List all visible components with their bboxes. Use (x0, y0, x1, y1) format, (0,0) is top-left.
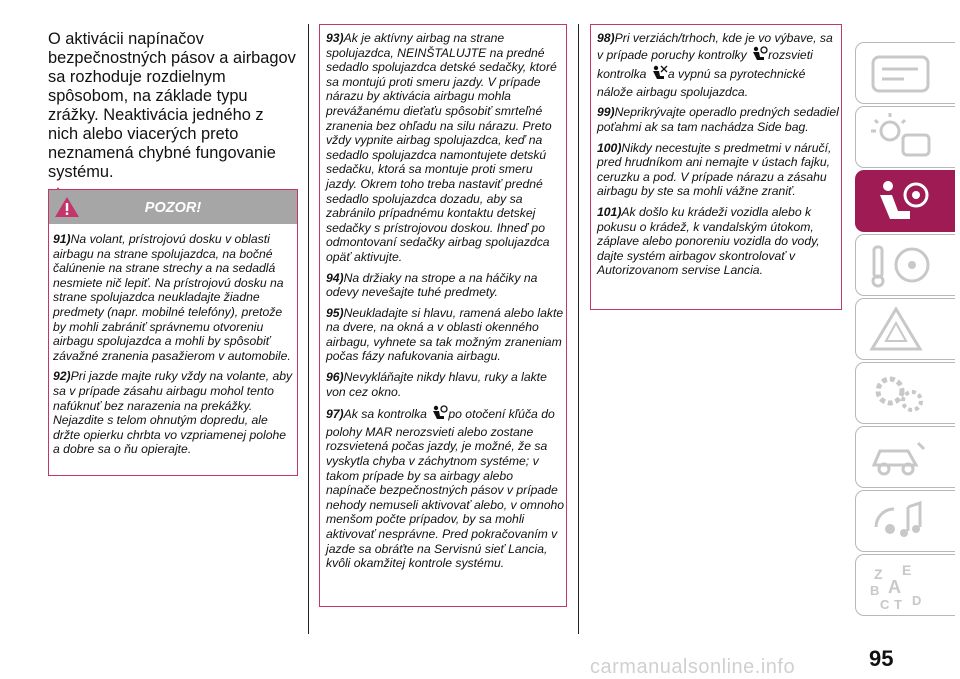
item-number: 97) (326, 407, 344, 422)
tab-multimedia[interactable] (855, 490, 955, 552)
item-text: Na volant, prístrojovú dosku v oblasti airbagu na strane spolujazdca, na bočné čalúnenie na strane strechy a na sedadlá nesmiete nič lepiť. Na prístrojovú dosku na strane spolujazdca neukladajte žiadne predmety (napr. mobilné telefóny), pretože by mohli zabrániť správnemu otvoreniu airbagu spolujazdca a mohli by spôsobiť závažné zranenia pasažierom v automobile. (53, 232, 291, 363)
item-text: Na držiaky na stropе a na háčiky na odevy nevešajte tuhé predmety. (326, 270, 538, 300)
intro-paragraph: O aktivácii napínačov bezpečnostných pásov a airbagov sa rozhoduje rozdielnym spôsobom, na základe typu zrážky. Neaktivácia jedného z nich alebo viacerých preto neznamená chybné fungovanie systému. (48, 30, 296, 181)
index-letter: T (894, 597, 902, 611)
pozor-warning-box (48, 189, 298, 476)
item-number: 101) (597, 204, 622, 219)
column-divider (578, 24, 579, 634)
maintenance-gears-icon (868, 369, 938, 419)
item-number: 99) (597, 105, 615, 120)
item-text: Nikdy necestujte s predmetmi v náručí, pred hrudníkom ani nemajte v ústach fajku, ceruzku a pod. V prípade nárazu a zásahu airbagu by ste sa mohli vážne zraniť. (597, 140, 832, 199)
warning-item (53, 369, 295, 457)
warning-item (597, 31, 841, 99)
item-number: 100) (597, 140, 622, 155)
index-letter: E (902, 562, 912, 578)
index-alphabet-icon (868, 561, 938, 611)
car-dashboard-icon (868, 49, 938, 99)
tab-maintenance[interactable] (855, 362, 955, 424)
item-number: 95) (326, 305, 344, 320)
item-text: Ak sa kontrolka (343, 407, 427, 422)
column-divider (308, 24, 309, 634)
warning-item (326, 370, 566, 399)
index-letter: C (880, 597, 890, 611)
item-number: 93) (326, 31, 344, 45)
index-letter: Z (874, 566, 883, 582)
warning-item (326, 405, 566, 571)
warning-item (326, 306, 566, 364)
item-text: Ak je aktívny airbag na strane spolujazdca, NEINŠTALUJTE na predné sedadlo spolujazdca detské sedačky, ktoré sa montujú proti smeru jazdy. V prípade nárazu by aktivácia airbagu mohla prevážanému dieťaťu spôsobiť smrteľné zranenia bez ohľadu na silu nárazu. Preto vždy vypnite airbag spolujazdca, keď na sedadlo spolujazdca namontujete detskú sedačku, ktorá sa montuje proti smeru jazdy. Okrem toho treba nastaviť predné sedadlo spolujazdca dozadu, aby sa zabránilo prípadnému kontaktu detskej sedačky s prístrojovou doskou. Ihneď po odmontovaní sedačky airbag spolujazdca opäť aktivujte. (326, 31, 557, 264)
item-text: po otočení kľúča do polohy MAR nerozsvieti alebo zostane rozsvietená počas jazdy, je možné, že sa vyskytla chyba v záchytnom systéme; v takom prípade by sa airbagy alebo napínače bezpečnostných pásov v prípade nehody nemuseli aktivovať alebo, v omnoho menšom počte prípadov, by sa mohli aktivovať nesprávne. Pred pokračovaním v jazde sa obráťte na Servisnú sieť Lancia, kvôli okamžitej kontrole systému. (326, 407, 565, 571)
warning-item (597, 141, 841, 199)
warning-item (326, 271, 566, 300)
pozor-header (49, 190, 297, 224)
item-text: Pri jazde majte ruky vždy na volante, aby sa v prípade zásahu airbagu mohol tento nafúknuť bez narazenia na prekážky. Nejazdite s telom ohnutým dopredu, ale držte opierku chrbta vo vzpriamenej polohe a dobre sa o ňu opierajte. (53, 369, 293, 457)
airbag-seat-icon (868, 177, 938, 227)
warning-item (597, 205, 841, 278)
passenger-airbag-off-icon (650, 65, 668, 85)
tab-car-dashboard[interactable] (855, 42, 955, 104)
warning-item (326, 31, 566, 265)
warning-box-right (590, 24, 842, 310)
item-number: 94) (326, 270, 344, 285)
item-text: Pri verziách/trhoch, kde je vo výbave, sa v prípade poruchy kontrolky (597, 31, 833, 62)
tab-index[interactable] (855, 554, 955, 616)
item-number: 96) (326, 370, 344, 385)
item-text: rozsvieti kontrolka (597, 47, 813, 82)
item-number: 91) (53, 232, 71, 246)
index-letter: B (870, 583, 880, 598)
item-text: Neukladajte si hlavu, ramená alebo lakte na dvere, na okná a v oblasti okenného airbagu, vyhnete sa tak možným zraneniam počas fázy nafukovania airbagu. (326, 305, 564, 364)
page-number: 95 (869, 646, 894, 671)
item-text: Neprikrývajte operadlo predných sedadiel poťahmi ak sa tam nachádza Side bag. (597, 105, 839, 134)
index-letter: D (912, 593, 922, 608)
tab-airbag-safety[interactable] (855, 170, 955, 232)
car-specs-icon (868, 433, 938, 483)
tab-technical-data[interactable] (855, 426, 955, 488)
airbag-warning-light-icon (750, 46, 768, 66)
intro-column (48, 30, 298, 210)
tab-warning-lights[interactable] (855, 106, 955, 168)
index-letter: A (888, 577, 901, 597)
footer-watermark-url: carmanualsonline.info (590, 656, 796, 678)
airbag-warning-light-icon (430, 405, 448, 425)
item-text: a vypnú sa pyrotechnické nálože airbagu spolujazdca. (597, 67, 806, 99)
item-text: Ak došlo ku krádeži vozidla alebo k pokusu o krádež, k vandalským útokom, záplave alebo ponoreniu vozidla do vody, dajte systém airbagov skontrolovať v Autorizovanom servise Lancia. (597, 204, 820, 278)
steering-wheel-key-icon (868, 241, 938, 291)
warning-item (53, 232, 295, 363)
emergency-triangle-icon (868, 305, 938, 355)
pozor-body (49, 224, 297, 457)
item-number: 98) (597, 31, 615, 45)
warning-lights-icon (868, 113, 938, 163)
item-text: Nevykláňajte nikdy hlavu, ruky a lakte von cez okno. (326, 370, 547, 399)
multimedia-icon (868, 497, 938, 547)
warning-item (597, 105, 841, 134)
tab-emergency[interactable] (855, 298, 955, 360)
tab-steering-start[interactable] (855, 234, 955, 296)
pozor-title: POZOR! (144, 200, 202, 216)
item-number: 92) (53, 369, 71, 384)
warning-box-middle (319, 24, 567, 607)
